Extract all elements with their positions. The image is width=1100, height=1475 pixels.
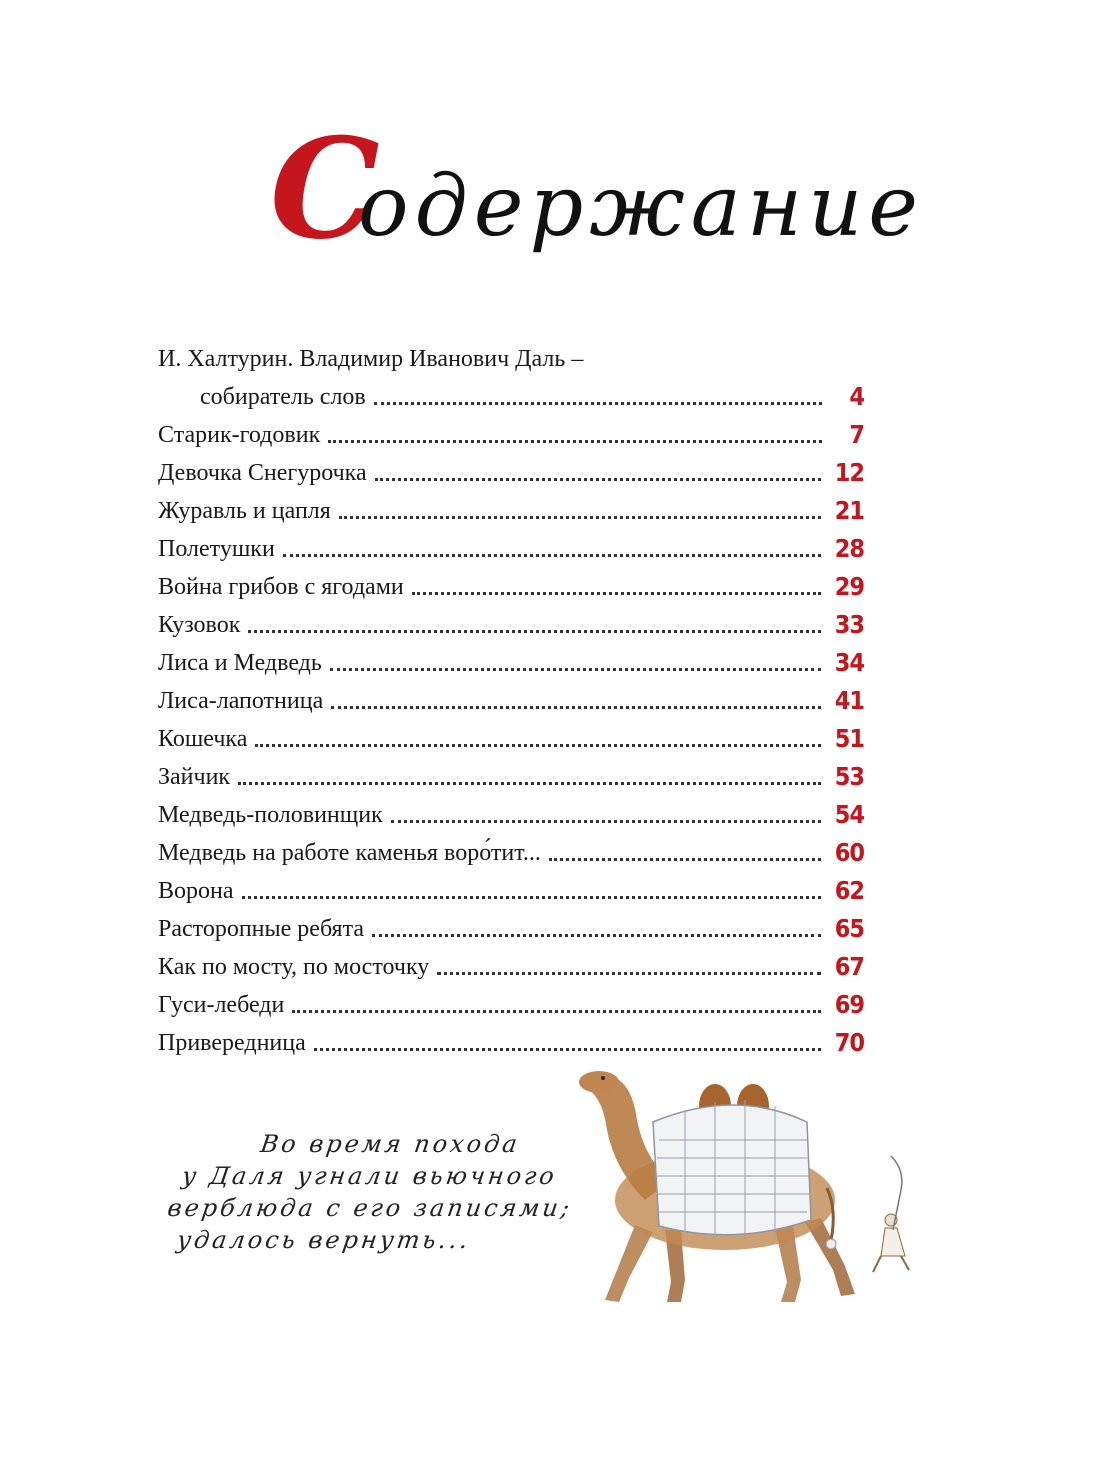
toc-page-number: 60	[834, 838, 864, 867]
toc-entry-title: Привередница	[158, 1028, 314, 1058]
toc-entry-title: Гуси-лебеди	[158, 990, 292, 1020]
toc-page-number: 62	[834, 876, 864, 905]
toc-dot-leader	[391, 820, 821, 823]
title-rest: одержание	[358, 157, 924, 255]
toc-entry-title: Старик-годовик	[158, 420, 328, 450]
toc-entry[interactable]	[158, 906, 864, 944]
toc-dot-leader	[248, 630, 820, 633]
table-of-contents	[158, 340, 864, 1058]
toc-dot-leader	[331, 706, 820, 709]
toc-entry-title: Кошечка	[158, 724, 255, 754]
title-initial-letter: С	[270, 107, 380, 270]
toc-page-number: 65	[834, 914, 864, 943]
toc-entry-1-line2[interactable]	[158, 374, 864, 412]
toc-page-number: 21	[834, 496, 864, 525]
handwritten-note	[161, 1128, 599, 1256]
toc-entry[interactable]	[158, 830, 864, 868]
toc-page-number: 41	[834, 686, 864, 715]
toc-page-number: 67	[834, 952, 864, 981]
toc-dot-leader	[283, 554, 821, 557]
toc-entry[interactable]	[158, 754, 864, 792]
toc-dot-leader	[412, 592, 821, 595]
toc-page-number: 29	[834, 572, 864, 601]
toc-entry-title: Медведь на работе каменья воро́тит...	[158, 838, 549, 868]
toc-page-number: 7	[849, 420, 864, 449]
toc-dot-leader	[242, 896, 821, 899]
toc-dot-leader	[437, 972, 820, 975]
toc-entry-title: И. Халтурин. Владимир Иванович Даль –	[158, 344, 591, 374]
toc-entry-title: собиратель слов	[158, 382, 374, 412]
toc-dot-leader	[372, 934, 821, 937]
toc-entry[interactable]	[158, 792, 864, 830]
toc-entry-title: Лиса-лапотница	[158, 686, 331, 716]
toc-dot-leader	[375, 478, 821, 481]
note-line: верблюда с его записями;	[165, 1194, 575, 1222]
toc-entry-title: Медведь-половинщик	[158, 800, 391, 830]
toc-entry[interactable]	[158, 944, 864, 982]
toc-entry-title: Как по мосту, по мосточку	[158, 952, 437, 982]
toc-entry[interactable]	[158, 640, 864, 678]
toc-entry-title: Полетушки	[158, 534, 283, 564]
page-title	[270, 107, 924, 278]
toc-page-number: 12	[834, 458, 864, 487]
toc-entry-title: Ворона	[158, 876, 242, 906]
toc-entry[interactable]	[158, 982, 864, 1020]
toc-page-number: 33	[834, 610, 864, 639]
camel-illustration	[575, 1050, 935, 1310]
toc-dot-leader	[328, 440, 822, 443]
toc-page-number: 4	[849, 382, 864, 411]
toc-page-number: 54	[834, 800, 864, 829]
toc-entry-title: Расторопные ребята	[158, 914, 372, 944]
toc-entry-title: Журавль и цапля	[158, 496, 339, 526]
toc-dot-leader	[549, 858, 821, 861]
toc-entry[interactable]	[158, 526, 864, 564]
toc-entry[interactable]	[158, 868, 864, 906]
toc-page-number: 53	[834, 762, 864, 791]
toc-page-number: 51	[834, 724, 864, 753]
toc-dot-leader	[339, 516, 821, 519]
note-line: удалось вернуть...	[175, 1226, 473, 1254]
toc-entry-1-line1[interactable]	[158, 340, 864, 374]
toc-entry-title: Война грибов с ягодами	[158, 572, 412, 602]
toc-entry[interactable]	[158, 412, 864, 450]
toc-entry[interactable]	[158, 678, 864, 716]
note-line: у Даля угнали вьючного	[180, 1162, 559, 1190]
toc-entry-title: Девочка Снегурочка	[158, 458, 375, 488]
toc-entry[interactable]	[158, 716, 864, 754]
toc-page-number: 34	[834, 648, 864, 677]
toc-dot-leader	[330, 668, 821, 671]
toc-page-number: 70	[834, 1028, 864, 1057]
toc-entry[interactable]	[158, 450, 864, 488]
toc-entry[interactable]	[158, 564, 864, 602]
toc-entry-title: Зайчик	[158, 762, 238, 792]
toc-page-number: 69	[834, 990, 864, 1019]
toc-dot-leader	[292, 1010, 820, 1013]
note-line: Во время похода	[258, 1130, 522, 1158]
toc-entry[interactable]	[158, 602, 864, 640]
toc-entry[interactable]	[158, 488, 864, 526]
toc-dot-leader	[374, 402, 822, 405]
toc-dot-leader	[255, 744, 820, 747]
toc-entry-title: Кузовок	[158, 610, 248, 640]
toc-entry-title: Лиса и Медведь	[158, 648, 330, 678]
toc-page-number: 28	[834, 534, 864, 563]
toc-dot-leader	[238, 782, 821, 785]
